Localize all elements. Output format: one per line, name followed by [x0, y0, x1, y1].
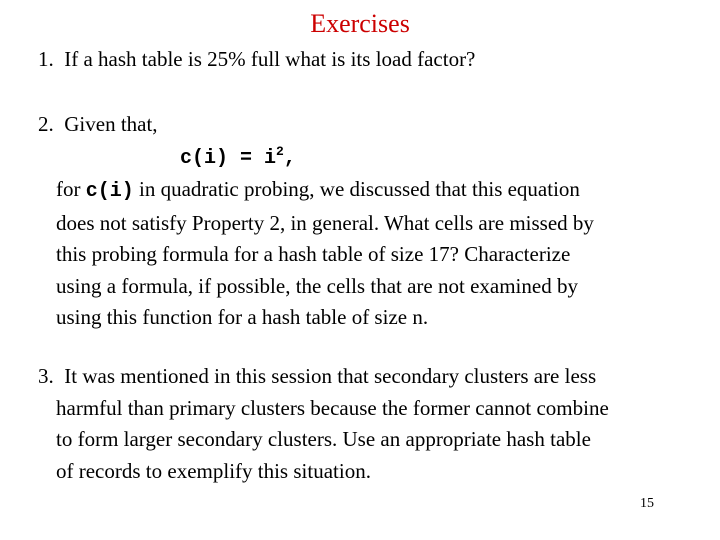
question-2-formula	[38, 141, 594, 175]
question-2	[38, 109, 594, 334]
question-3	[38, 361, 609, 487]
question-2-line: using a formula, if possible, the cells that are not examined by	[56, 273, 578, 298]
page-number: 15	[640, 496, 654, 511]
formula-tail: ,	[283, 146, 296, 170]
formula-lhs: c(i) = i	[180, 146, 277, 170]
question-2-intro: Given that,	[64, 112, 158, 136]
question-3-first: It was mentioned in this session that secondary clusters are less	[64, 364, 597, 388]
question-1	[38, 44, 475, 76]
formula-exponent: 2	[276, 143, 284, 159]
question-2-line: does not satisfy Property 2, in general. What cells are missed by	[56, 210, 594, 235]
inline-code-ci: c(i)	[85, 180, 134, 203]
line-for-rest: in quadratic probing, we discussed that this equation	[139, 177, 580, 201]
question-3-first-line	[38, 361, 609, 393]
line-for-word: for	[56, 177, 81, 201]
question-2-number: 2.	[38, 112, 54, 136]
question-2-intro-line	[38, 109, 594, 141]
question-1-text: If a hash table is 25% full what is its load factor?	[64, 47, 476, 71]
question-3-line: harmful than primary clusters because the former cannot combine	[56, 395, 609, 420]
question-1-line	[38, 44, 475, 76]
question-2-line-for	[38, 174, 594, 208]
question-3-line: to form larger secondary clusters. Use an appropriate hash table	[56, 427, 591, 451]
question-1-number: 1.	[38, 47, 54, 71]
question-3-number: 3.	[38, 364, 54, 388]
slide-title: Exercises	[310, 9, 410, 38]
question-2-line: using this function for a hash table of size n.	[56, 305, 429, 329]
question-3-line: of records to exemplify this situation.	[56, 458, 371, 483]
question-2-line: this probing formula for a hash table of size 17? Characterize	[56, 242, 571, 266]
